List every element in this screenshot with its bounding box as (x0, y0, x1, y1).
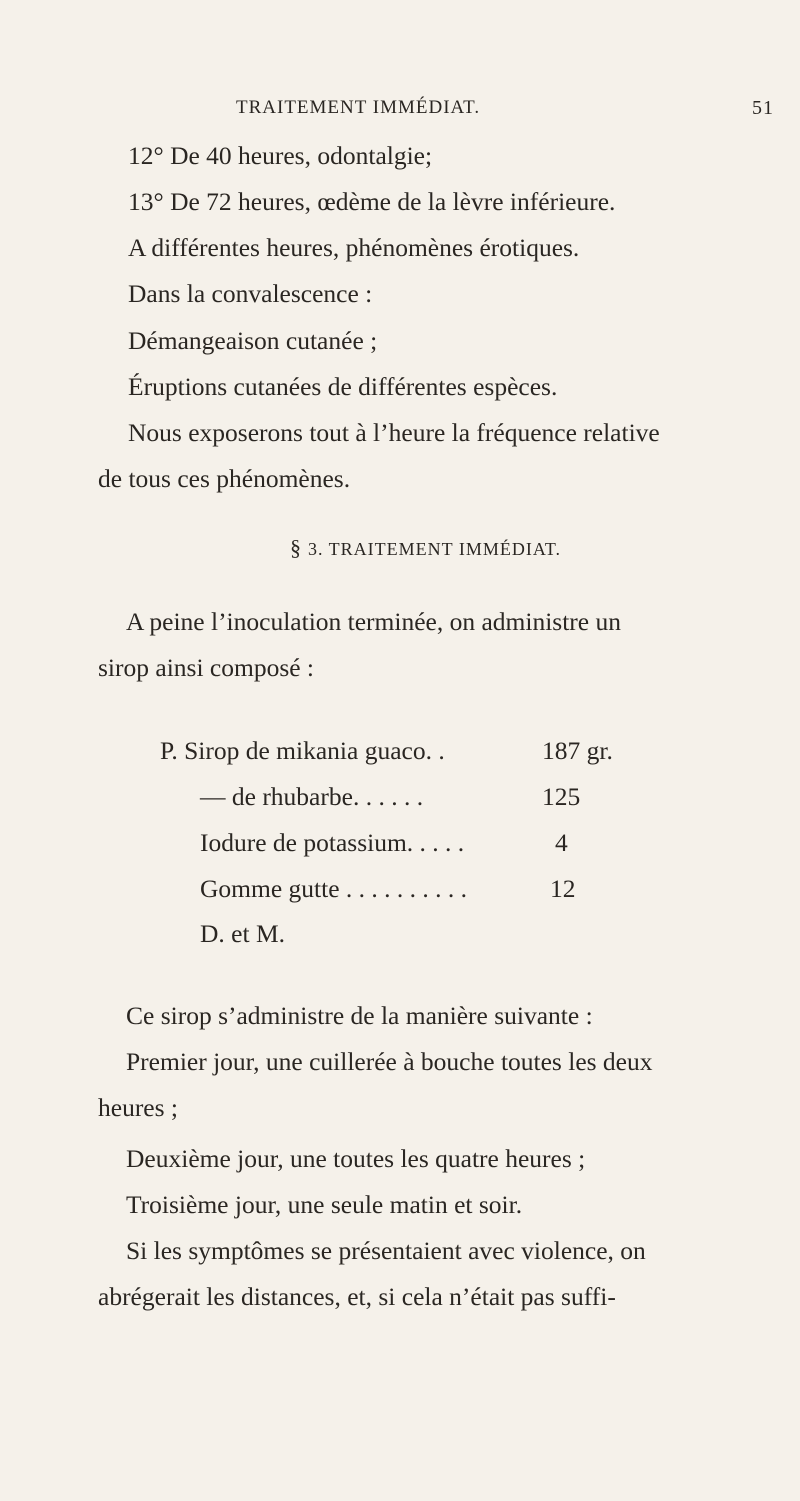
prescription-footer: D. et M. (200, 919, 285, 948)
text-line: Ce sirop s’administre de la manière suivante : (126, 1001, 593, 1030)
section-title: 3. TRAITEMENT IMMÉDIAT. (308, 539, 561, 559)
text-line: Premier jour, une cuillerée à bouche toutes les deux (126, 1047, 653, 1076)
text-line: A différentes heures, phénomènes érotiques. (128, 233, 580, 262)
text-line: Troisième jour, une seule matin et soir. (126, 1190, 523, 1219)
text-line: abrégerait les distances, et, si cela n’était pas suffi- (98, 1282, 616, 1311)
prescription-item-amount: 187 gr. (542, 736, 613, 765)
prescription-item-amount: 4 (555, 828, 568, 857)
text-line: A peine l’inoculation terminée, on administre un (126, 607, 621, 636)
section-heading (290, 535, 561, 561)
prescription-item-label: Gomme gutte . . . . . . . . . . (200, 874, 468, 903)
text-line: Dans la convalescence : (128, 279, 373, 308)
page-number: 51 (752, 97, 774, 119)
text-line: Démangeaison cutanée ; (128, 326, 378, 355)
text-line: Éruptions cutanées de différentes espèces. (128, 372, 558, 401)
text-line: 12° De 40 heures, odontalgie; (128, 141, 433, 170)
text-line: Deuxième jour, une toutes les quatre heures ; (126, 1144, 586, 1173)
text-line: sirop ainsi composé : (98, 653, 315, 682)
text-line: de tous ces phénomènes. (98, 464, 351, 493)
section-symbol: § (290, 535, 302, 560)
prescription-item-label: — de rhubarbe. . . . . . (200, 782, 424, 811)
prescription-item-label: P. Sirop de mikania guaco. . (160, 736, 445, 765)
prescription-item-amount: 125 (542, 782, 581, 811)
prescription-item-amount: 12 (550, 874, 576, 903)
prescription-item-label: Iodure de potassium. . . . . (200, 828, 465, 857)
running-head-title: TRAITEMENT IMMÉDIAT. (236, 97, 481, 118)
text-line: Nous exposerons tout à l’heure la fréquence relative (128, 418, 660, 447)
text-line: heures ; (98, 1093, 179, 1122)
text-line: 13° De 72 heures, œdème de la lèvre inférieure. (128, 187, 616, 216)
text-line: Si les symptômes se présentaient avec violence, on (126, 1236, 646, 1265)
